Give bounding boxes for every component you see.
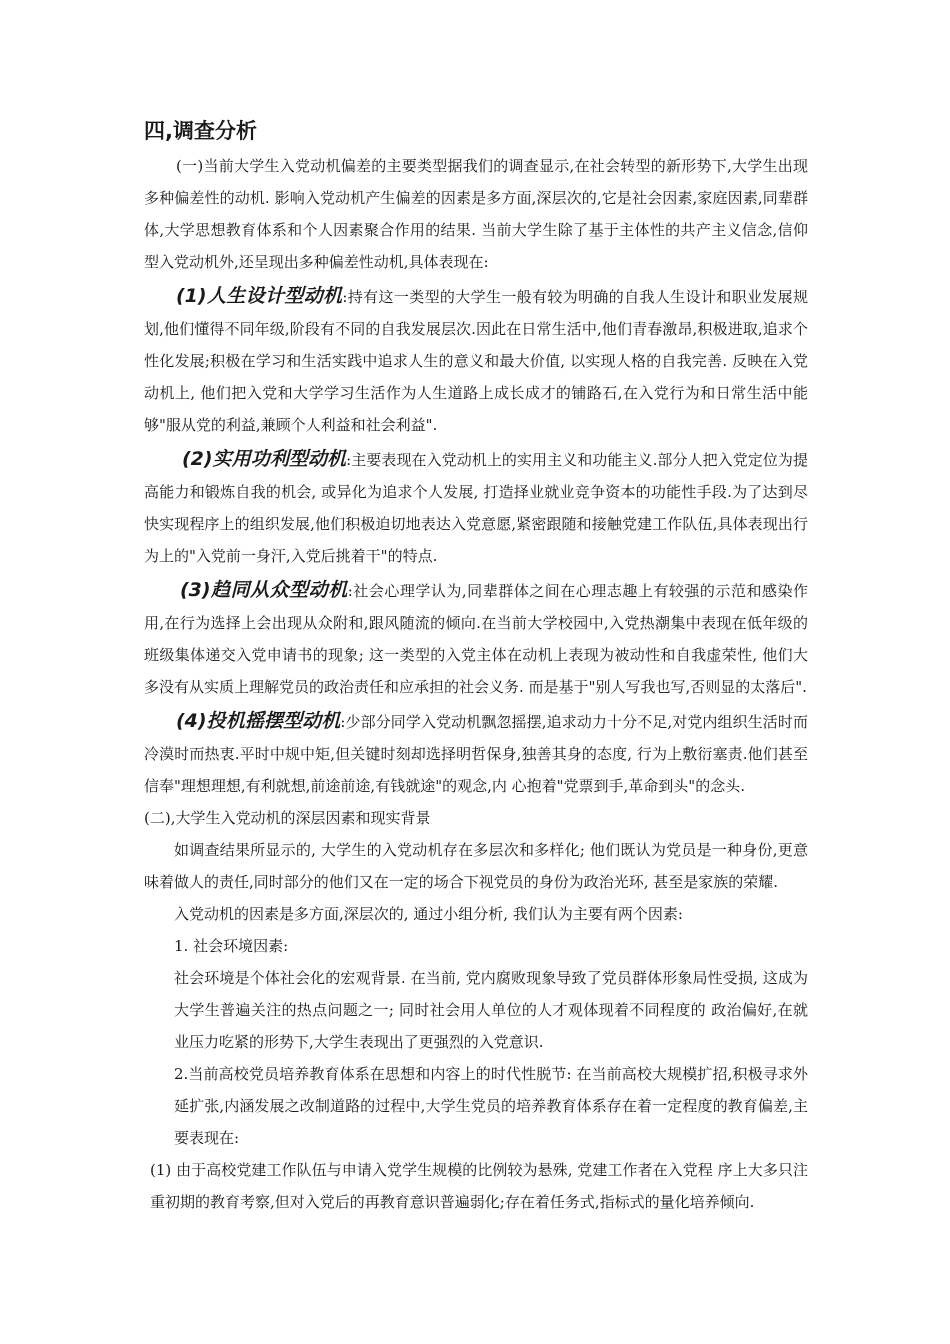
motive-paragraph-4 xyxy=(144,705,808,802)
factor1-title: 1. 社会环境因素: xyxy=(174,937,289,955)
motive-paragraph-3 xyxy=(144,574,808,703)
point1-paragraph: (1) 由于高校党建工作队伍与申请入党学生规模的比例较为悬殊, 党建工作者在入党程 序上大多只注重初期的教育考察,但对入党后的再教育意识普遍弱化;存在着任务式,指标式的量化培养倾向. xyxy=(150,1161,808,1211)
section2-paragraph-2: 入党动机的因素是多方面,深层次的, 通过小组分析, 我们认为主要有两个因素: xyxy=(174,905,683,923)
motive-paragraph-2 xyxy=(144,443,808,572)
motive-text-2: :主要表现在入党动机上的实用主义和功能主义.部分人把入党定位为提高能力和锻炼自我的机会, 或异化为追求个人发展, 打造择业就业竞争资本的功能性手段.为了达到尽快实现程序上的组织发展,他们积极迫切地表达入党意愿,紧密跟随和接触党建工作队伍,具体表现出行为上的"入党前一身汗,入党后挑着干"的特点. xyxy=(144,451,808,565)
factor1-text: 社会环境是个体社会化的宏观背景. 在当前, 党内腐败现象导致了党员群体形象局性受损, 这成为大学生普遍关注的热点问题之一; 同时社会用人单位的人才观体现着不同程度的 政治偏好,在就业压力吃紧的形势下,大学生表现出了更强烈的入党意识. xyxy=(174,969,808,1051)
motive-paragraph-1 xyxy=(144,280,808,441)
section-heading: 四,调查分析 xyxy=(144,119,257,143)
document-body xyxy=(144,116,808,1218)
section2-paragraph-1: 如调查结果所显示的, 大学生的入党动机存在多层次和多样化; 他们既认为党员是一种身份,更意味着做人的责任,同时部分的他们又在一定的场合下视党员的身份为政治光环, 甚至是家族的荣耀. xyxy=(144,841,808,891)
section2-title: (二),大学生入党动机的深层因素和现实背景 xyxy=(144,809,431,827)
motive-text-1: :持有这一类型的大学生一般有较为明确的自我人生设计和职业发展规划,他们懂得不同年级,阶段有不同的自我发展层次.因此在日常生活中,他们青春激昂,积极进取,追求个性化发展;积极在学习和生活实践中追求人生的意义和最大价值, 以实现人格的自我完善. 反映在入党动机上, 他们把入党和大学学习生活作为人生道路上成长成才的铺路石,在入党行为和日常生活中能够"服从党的利益,兼顾个人利益和社会利益". xyxy=(144,288,808,434)
motive-text-3: :社会心理学认为,同辈群体之间在心理志趣上有较强的示范和感染作用,在行为选择上会出现从众附和,跟风随流的倾向.在当前大学校园中,入党热潮集中表现在低年级的班级集体递交入党申请书的现象; 这一类型的入党主体在动机上表现为被动性和自我虚荣性, 他们大多没有从实质上理解党员的政治责任和应承担的社会义务. 而是基于"别人写我也写,否则显的太落后". xyxy=(144,582,809,696)
motive-title-2: (2)实用功利型动机 xyxy=(182,448,347,470)
motive-title-3: (3)趋同从众型动机 xyxy=(180,579,348,601)
motive-title-4: (4)投机摇摆型动机 xyxy=(176,710,341,732)
motive-text-4: :少部分同学入党动机飘忽摇摆,追求动力十分不足,对党内组织生活时而冷漠时而热衷.平时中规中矩,但关键时刻却选择明哲保身,独善其身的态度, 行为上敷衍塞责.他们甚至信奉"理想理想,有利就想,前途前途,有钱就途"的观念,内 心抱着"党票到手,革命到头"的念头. xyxy=(144,713,809,795)
motive-title-1: (1)人生设计型动机 xyxy=(176,285,343,307)
intro-paragraph: (一)当前大学生入党动机偏差的主要类型据我们的调查显示,在社会转型的新形势下,大学生出现多种偏差性的动机. 影响入党动机产生偏差的因素是多方面,深层次的,它是社会因素,家庭因素,同辈群体,大学思想教育体系和个人因素聚合作用的结果. 当前大学生除了基于主体性的共产主义信念,信仰型入党动机外,还呈现出多种偏差性动机,具体表现在: xyxy=(144,157,808,271)
factor2-text: 2.当前高校党员培养教育体系在思想和内容上的时代性脱节: 在当前高校大规模扩招,积极寻求外延扩张,内涵发展之改制道路的过程中,大学生党员的培养教育体系存在着一定程度的教育偏差,主要表现在: xyxy=(174,1065,808,1147)
